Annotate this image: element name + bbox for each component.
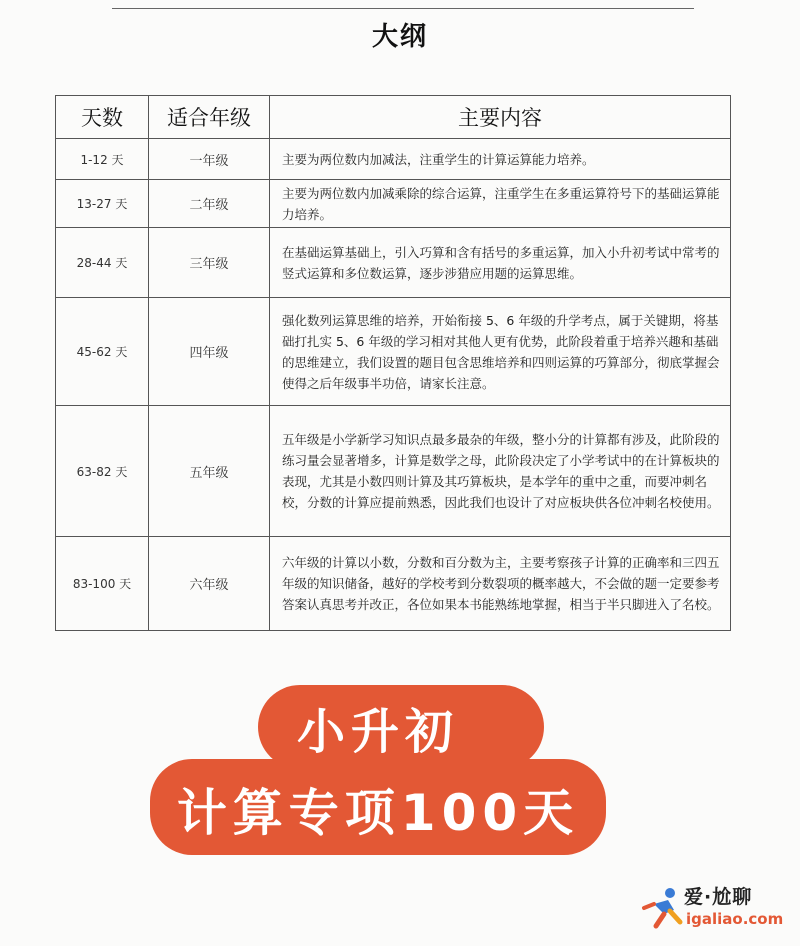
column-header-grade: 适合年级 xyxy=(149,96,270,139)
grade-cell: 二年级 xyxy=(149,180,270,228)
grade-cell: 三年级 xyxy=(149,228,270,298)
running-figure-logo-icon xyxy=(640,884,686,930)
grade-cell: 六年级 xyxy=(149,537,270,631)
table-row xyxy=(56,180,731,228)
days-cell: 83-100 天 xyxy=(56,537,149,631)
banner-title-line2: 计算专项100天 xyxy=(176,784,580,842)
table-row xyxy=(56,298,731,406)
table-row xyxy=(56,406,731,537)
watermark xyxy=(640,878,790,938)
days-cell: 45-62 天 xyxy=(56,298,149,406)
grade-cell: 五年级 xyxy=(149,406,270,537)
outline-table xyxy=(55,95,731,631)
content-cell: 主要为两位数内加减法，注重学生的计算运算能力培养。 xyxy=(270,139,731,180)
watermark-name: 爱·尬聊 xyxy=(684,886,753,908)
promo-banner xyxy=(150,685,650,865)
content-cell: 五年级是小学新学习知识点最多最杂的年级，整小分的计算都有涉及，此阶段的练习量会显著增多，计算是数学之母，此阶段决定了小学考试中的在计算板块的表现，尤其是小数四则计算及其巧算板块，是本学年的重中之重，而要冲刺名校，分数的计算应提前熟悉，因此我们也设计了对应板块供各位冲刺名校使用。 xyxy=(270,406,731,537)
content-cell: 主要为两位数内加减乘除的综合运算，注重学生在多重运算符号下的基础运算能力培养。 xyxy=(270,180,731,228)
content-cell: 强化数列运算思维的培养，开始衔接 5、6 年级的升学考点，属于关键期，将基础打扎实 5、6 年级的学习相对其他人更有优势，此阶段着重于培养兴趣和基础的思维建立，我们设置的题目包含思维培养和四则运算的巧算部分，彻底掌握会使得之后年级事半功倍，请家长注意。 xyxy=(270,298,731,406)
column-header-content: 主要内容 xyxy=(270,96,731,139)
content-cell: 在基础运算基础上，引入巧算和含有括号的多重运算，加入小升初考试中常考的竖式运算和多位数运算，逐步涉猎应用题的运算思维。 xyxy=(270,228,731,298)
table-row xyxy=(56,537,731,631)
grade-cell: 四年级 xyxy=(149,298,270,406)
column-header-days: 天数 xyxy=(56,96,149,139)
days-cell: 28-44 天 xyxy=(56,228,149,298)
watermark-domain: igaliao.com xyxy=(686,910,784,928)
content-cell: 六年级的计算以小数，分数和百分数为主，主要考察孩子计算的正确率和三四五年级的知识储备，越好的学校考到分数裂项的概率越大，不会做的题一定要参考答案认真思考并改正，各位如果本书能熟练地掌握，相当于半只脚进入了名校。 xyxy=(270,537,731,631)
table-row xyxy=(56,139,731,180)
table-header-row xyxy=(56,96,731,139)
days-cell: 13-27 天 xyxy=(56,180,149,228)
grade-cell: 一年级 xyxy=(149,139,270,180)
days-cell: 1-12 天 xyxy=(56,139,149,180)
top-rule xyxy=(112,8,694,9)
table-row xyxy=(56,228,731,298)
page-title: 大纲 xyxy=(371,22,428,52)
banner-title-line1: 小升初 xyxy=(296,704,459,760)
days-cell: 63-82 天 xyxy=(56,406,149,537)
